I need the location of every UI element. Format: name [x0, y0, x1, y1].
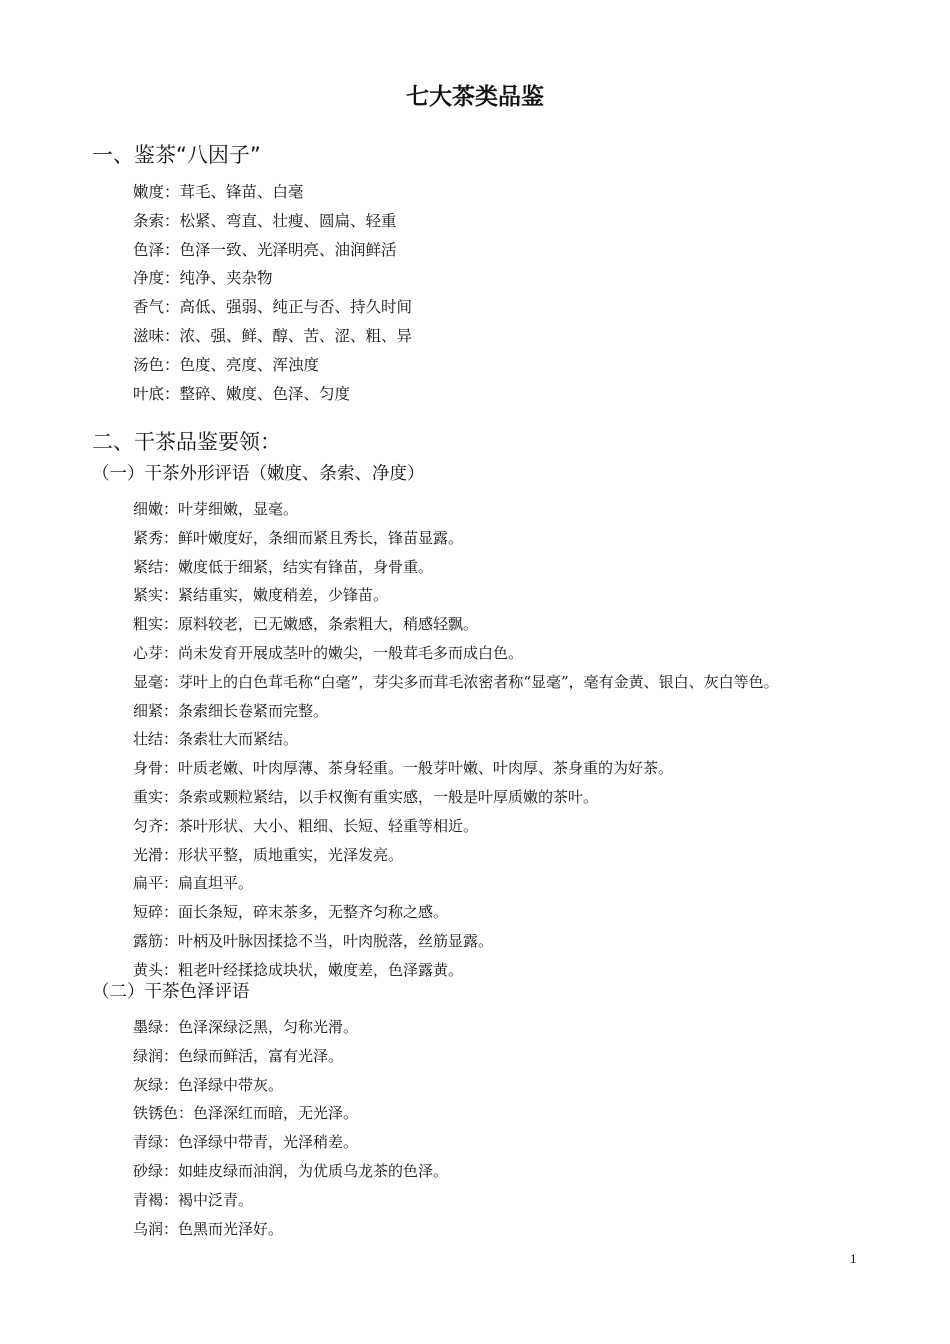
- term-item: 重实：条索或颗粒紧结，以手权衡有重实感，一般是叶厚质嫩的茶叶。: [133, 787, 599, 806]
- term-item: 紧结：嫩度低于细紧，结实有锋苗，身骨重。: [133, 557, 434, 576]
- term-item: 壮结：条索壮大而紧结。: [133, 730, 299, 749]
- eight-factors-list: [133, 178, 412, 408]
- term-item: 露筋：叶柄及叶脉因揉捻不当，叶肉脱落，丝筋显露。: [133, 931, 494, 950]
- factor-item: 滋味：浓、强、鲜、醇、苦、涩、粗、异: [133, 326, 413, 345]
- term-item: 匀齐：茶叶形状、大小、粗细、长短、轻重等相近。: [133, 816, 479, 835]
- section2-heading: 二、干茶品鉴要领：: [92, 430, 281, 454]
- term-item: 身骨：叶质老嫩、叶肉厚薄、茶身轻重。一般芽叶嫩、叶肉厚、茶身重的为好茶。: [133, 759, 674, 778]
- section1-heading: 一、鉴茶“八因子”: [92, 143, 261, 167]
- page-number: 1: [850, 1251, 857, 1266]
- term-item: 砂绿：如蛙皮绿而油润，为优质乌龙茶的色泽。: [133, 1161, 449, 1180]
- term-item: 心芽：尚未发育开展成茎叶的嫩尖，一般茸毛多而成白色。: [133, 643, 524, 662]
- term-item: 绿润：色绿而鲜活，富有光泽。: [133, 1046, 344, 1065]
- term-item: 乌润：色黑而光泽好。: [133, 1219, 284, 1238]
- factor-item: 净度：纯净、夹杂物: [133, 269, 273, 288]
- term-item: 显毫：芽叶上的白色茸毛称“白毫”，芽尖多而茸毛浓密者称“显毫”，毫有金黄、银白、灰白等色。: [133, 672, 779, 691]
- term-item: 细嫩：叶芽细嫩，显毫。: [133, 500, 299, 518]
- term-item: 墨绿：色泽深绿泛黑，匀称光滑。: [133, 1018, 359, 1036]
- term-item: 黄头：粗老叶经揉捻成块状，嫩度差，色泽露黄。: [133, 960, 464, 979]
- term-item: 灰绿：色泽绿中带灰。: [133, 1075, 284, 1094]
- factor-item: 条索：松紧、弯直、壮瘦、圆扁、轻重: [133, 211, 397, 230]
- term-item: 扁平：扁直坦平。: [133, 874, 254, 893]
- color-terms-list: [133, 1013, 448, 1243]
- factor-item: 嫩度：茸毛、锋苗、白毫: [133, 183, 304, 201]
- term-item: 青褐：褐中泛青。: [133, 1190, 254, 1209]
- factor-item: 香气：高低、强弱、纯正与否、持久时间: [133, 298, 413, 317]
- term-item: 紧实：紧结重实，嫩度稍差，少锋苗。: [133, 586, 389, 605]
- factor-item: 叶底：整碎、嫩度、色泽、匀度: [133, 384, 351, 403]
- factor-item: 色泽：色泽一致、光泽明亮、油润鲜活: [133, 240, 397, 259]
- term-item: 紧秀：鲜叶嫩度好，条细而紧且秀长，锋苗显露。: [133, 528, 464, 547]
- term-item: 青绿：色泽绿中带青，光泽稍差。: [133, 1133, 359, 1152]
- term-item: 铁锈色：色泽深红而暗，无光泽。: [133, 1104, 359, 1123]
- appearance-terms-list: [133, 495, 779, 985]
- factor-item: 汤色：色度、亮度、浑浊度: [133, 355, 320, 374]
- term-item: 光滑：形状平整，质地重实，光泽发亮。: [133, 845, 404, 864]
- subsection2-heading: （二）干茶色泽评语: [92, 982, 250, 1002]
- term-item: 粗实：原料较老，已无嫩感，条索粗大，稍感轻飘。: [133, 615, 479, 634]
- document-title: 七大茶类品鉴: [406, 84, 544, 110]
- term-item: 短碎：面长条短，碎末茶多，无整齐匀称之感。: [133, 903, 449, 922]
- subsection1-heading: （一）干茶外形评语（嫩度、条索、净度）: [92, 464, 425, 484]
- term-item: 细紧：条索细长卷紧而完整。: [133, 701, 329, 720]
